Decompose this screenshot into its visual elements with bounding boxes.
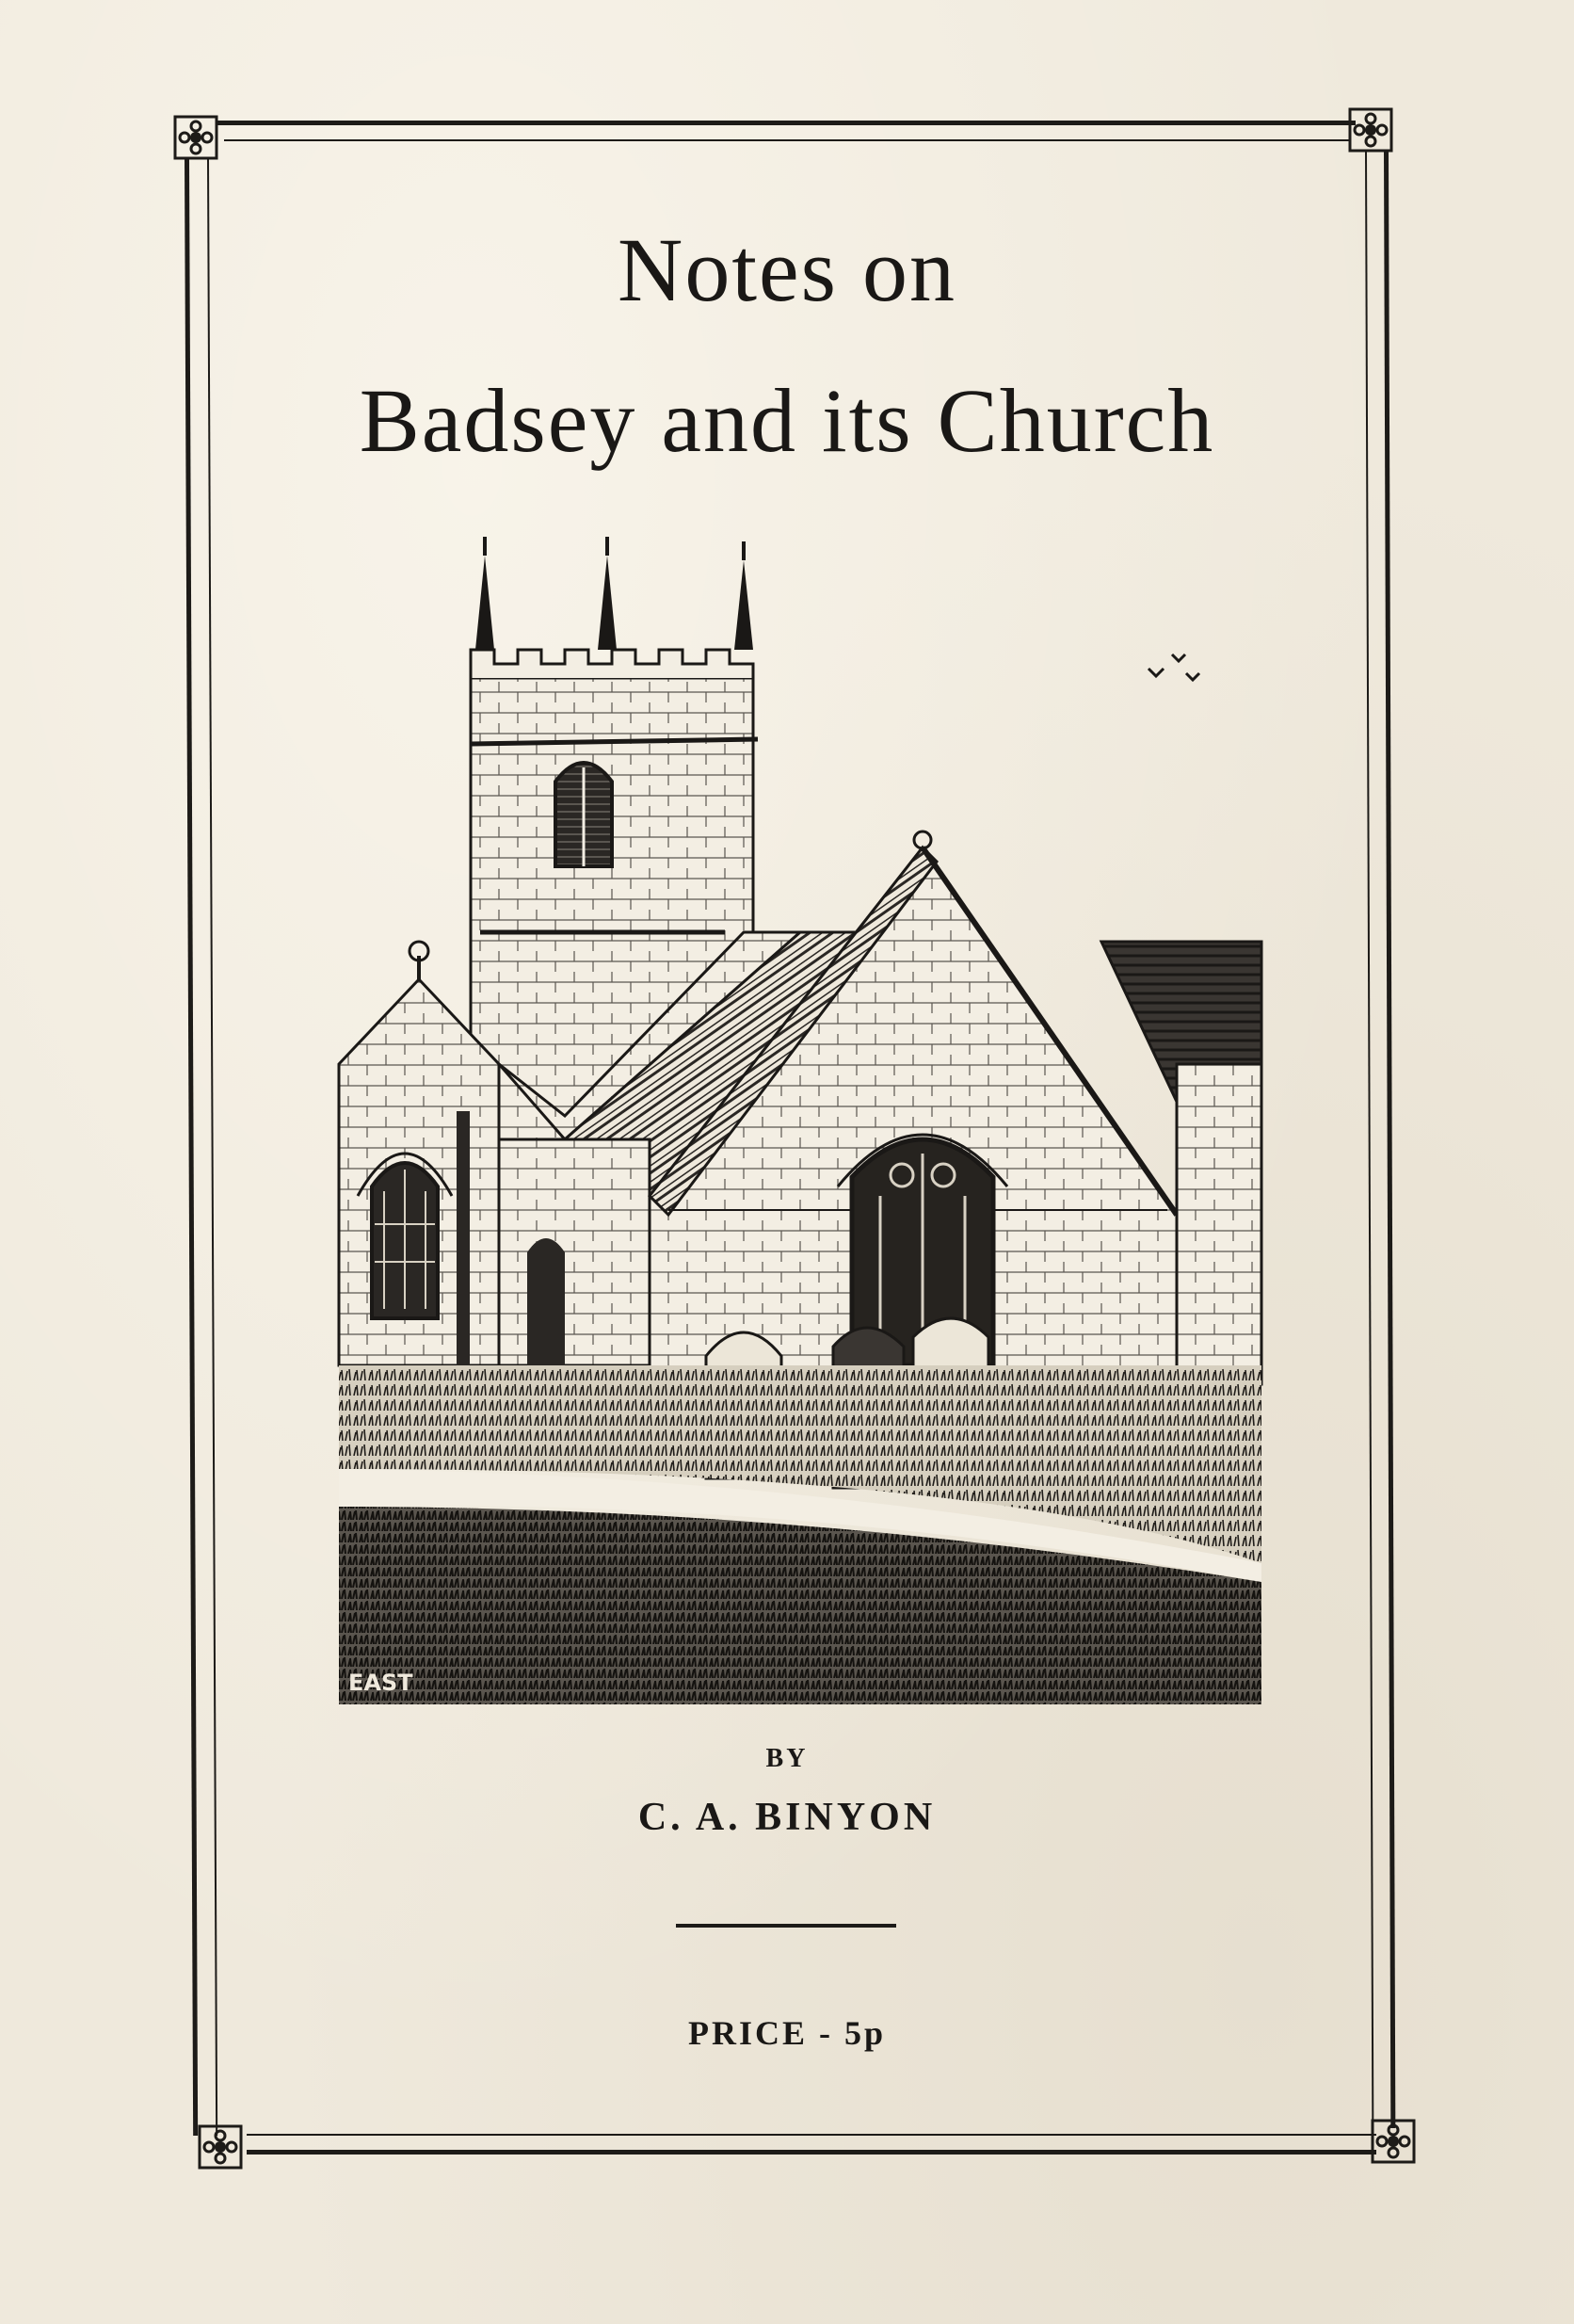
author-name: C. A. BINYON [637, 1796, 937, 1839]
title-line-2: Badsey and its Church [359, 370, 1215, 471]
frame-bottom-outer [247, 2150, 1376, 2155]
frame-top-outer [217, 121, 1356, 125]
church-illustration [329, 537, 1271, 1704]
byline-by: BY [765, 1744, 809, 1773]
illustration-signature: EAST [348, 1670, 413, 1696]
frame-bottom-inner [247, 2134, 1376, 2136]
divider-rule [676, 1924, 896, 1928]
corner-ornament-icon [173, 115, 218, 160]
frame-top-inner [224, 139, 1350, 141]
title-line-1: Notes on [618, 219, 956, 320]
corner-ornament-icon [198, 2124, 243, 2170]
corner-ornament-icon [1371, 2119, 1416, 2164]
price-label: PRICE - 5p [687, 2014, 887, 2052]
corner-ornament-icon [1348, 107, 1393, 153]
